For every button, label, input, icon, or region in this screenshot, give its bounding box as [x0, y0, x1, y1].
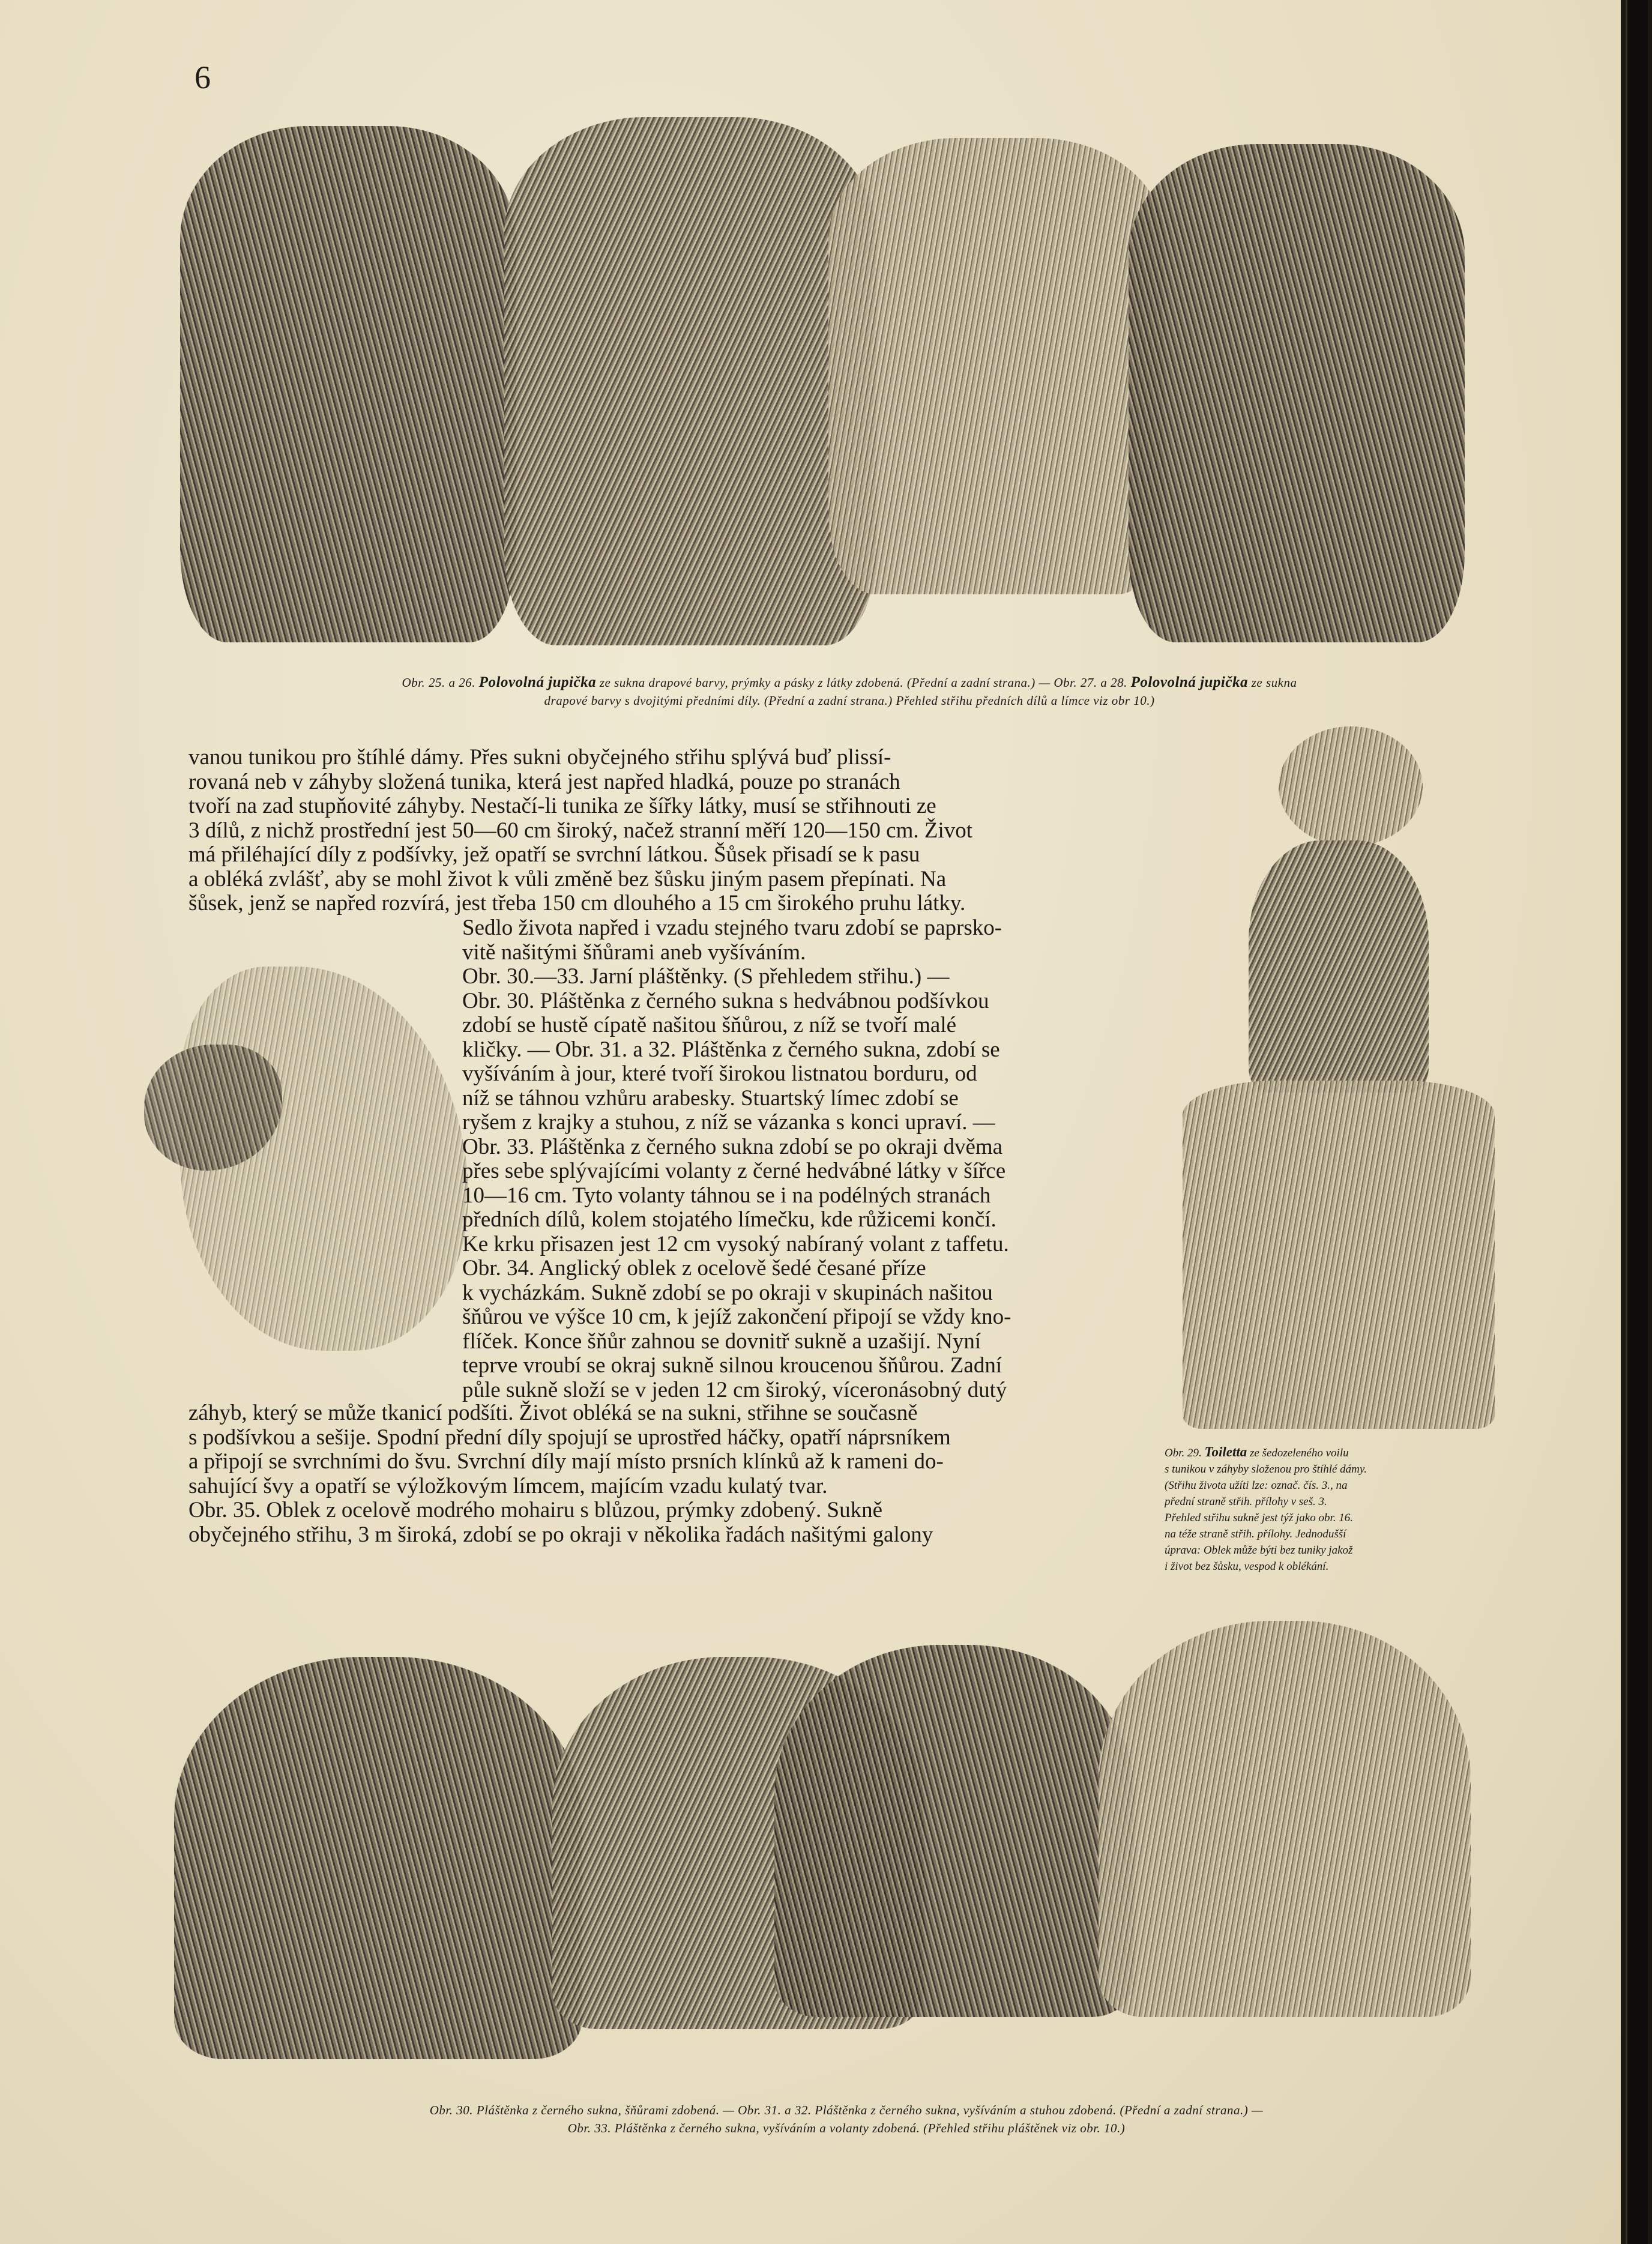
- cape-illustration-4: [1099, 1621, 1471, 2017]
- gown-hat-illustration: [1279, 726, 1423, 846]
- text-line: šůsek, jenž se napřed rozvírá, jest třeba 150 cm dlouhého a 15 cm širokého pruhu látky.: [188, 891, 966, 915]
- page-edge: [1621, 0, 1652, 2244]
- cape-illustration-1: [174, 1657, 582, 2059]
- gown-skirt-illustration: [1183, 1081, 1495, 1429]
- top-figure-caption: Obr. 25. a 26. Polovolná jupička ze sukna drapové barvy, prýmky a pásky z látky zdobená. (Přední a zadní strana.) — Obr. 27. a 28. Polovolná jupička ze sukna drapové barvy s dvojitými předními díly. (Přední a zadní strana.) Přehled střihu předních dílů a límce viz obr 10.): [402, 674, 1297, 708]
- text-line: má přiléhající díly z podšívky, jež opatří se svrchní látkou. Šůsek přisadí se k pasu: [188, 842, 920, 867]
- jacket-illustration-back-1: [180, 126, 516, 642]
- text-line: tvoří na zad stupňovité záhyby. Nestačí-li tunika ze šířky látky, musí se střihnouti ze: [188, 794, 936, 818]
- bottom-figure-caption: Obr. 30. Pláštěnka z černého sukna, šňůrami zdobená. — Obr. 31. a 32. Pláštěnka z černého sukna, vyšíváním a stuhou zdobená. (Přední a zadní strana.) — Obr. 33. Pláštěnka z černého sukna, vyšíváním a volanty zdobená. (Přehled střihu pláštěnek viz obr. 10.): [429, 2103, 1264, 2135]
- binding-strip: [1626, 0, 1648, 2244]
- text-line: a obléká zvlášť, aby se mohl život k vůli změně bez šůsku jiným pasem přepínati. Na: [188, 866, 947, 891]
- article-text-top: [188, 746, 1132, 916]
- gown-bodice-illustration: [1249, 840, 1429, 1093]
- jacket-illustration-back-2: [828, 138, 1165, 594]
- page-number: 6: [194, 59, 211, 95]
- article-text-bottom: záhyb, který se může tkanicí podšíti. Život obléká se na sukni, střihne se současně s podšívkou a sešije. Spodní přední díly spojují se uprostřed háčky, opatří náprsníkem a připojí se svrchními do švu. Svrchní díly mají místo prsních klínků až k rameni do- sahující švy a opatří se výložkovým límcem, majícím vzadu kulatý tvar. Obr. 35. Oblek z ocelově modrého mohairu s blůzou, prýmky zdobený. Sukně obyčejného střihu, 3 m široká, zdobí se po okraji v několika řadách našitými galony: [188, 1401, 951, 1547]
- text-line: vanou tunikou pro štíhlé dámy. Přes sukni obyčejného střihu splývá buď plissí-: [188, 745, 891, 770]
- cape-illustration-3: [774, 1645, 1135, 2017]
- text-line: 3 dílů, z nichž prostřední jest 50—60 cm široký, načež stranní měří 120—150 cm. Život: [188, 818, 973, 843]
- text-line: rovaná neb v záhyby složená tunika, která jest napřed hladká, pouze po stranách: [188, 769, 900, 794]
- article-text-narrow: Sedlo života napřed i vzadu stejného tvaru zdobí se paprsko- vitě našitými šňůrami aneb vyšíváním. Obr. 30.—33. Jarní pláštěnky. (S přehledem střihu.) — Obr. 30. Pláštěnka z černého sukna s hedvábnou podšívkou zdobí se hustě cípatě našitou šňůrou, z níž se tvoří malé kličky. — Obr. 31. a 32. Pláštěnka z černého sukna, zdobí se vyšíváním à jour, které tvoří širokou listnatou borduru, od níž se táhnou vzhůru arabesky. Stuartský límec zdobí se ryšem z krajky a stuhou, z níž se vázanka s konci upraví. — Obr. 33. Pláštěnka z černého sukna zdobí se po okraji dvěma přes sebe splývajícími volanty z černé hedvábné látky v šířce 10—16 cm. Tyto volanty táhnou se i na podélných stranách předních dílů, kolem stojatého límečku, kde růžicemi končí. Ke krku přisazen jest 12 cm vysoký nabíraný volant z taffetu. Obr. 34. Anglický oblek z ocelově šedé česané příze k vycházkám. Sukně zdobí se po okraji v skupinách našitou šňůrou ve výšce 10 cm, k jejíž zakončení připojí se vždy kno- flíček. Konce šňůr zahnou se dovnitř sukně a uzašijí. Nyní teprve vroubí se okraj sukně silnou kroucenou šňůrou. Zadní půle sukně složí se v jeden 12 cm široký, víceronásobný dutý: [462, 915, 1011, 1402]
- toilette-caption: Obr. 29. Toiletta ze šedozeleného voilu s tunikou v záhyby složenou pro štíhlé dámy. (Střihu života užíti lze: označ. čís. 3., na přední straně střih. přílohy v seš. 3. Přehled střihu sukně jest týž jako obr. 16. na téže straně střih. přílohy. Jednodušší úprava: Oblek může býti bez tuniky jakož i život bez šůsku, vespod k oblékání.: [1165, 1444, 1367, 1573]
- jacket-illustration-front-1: [504, 117, 876, 645]
- jacket-illustration-front-2: [1129, 144, 1465, 642]
